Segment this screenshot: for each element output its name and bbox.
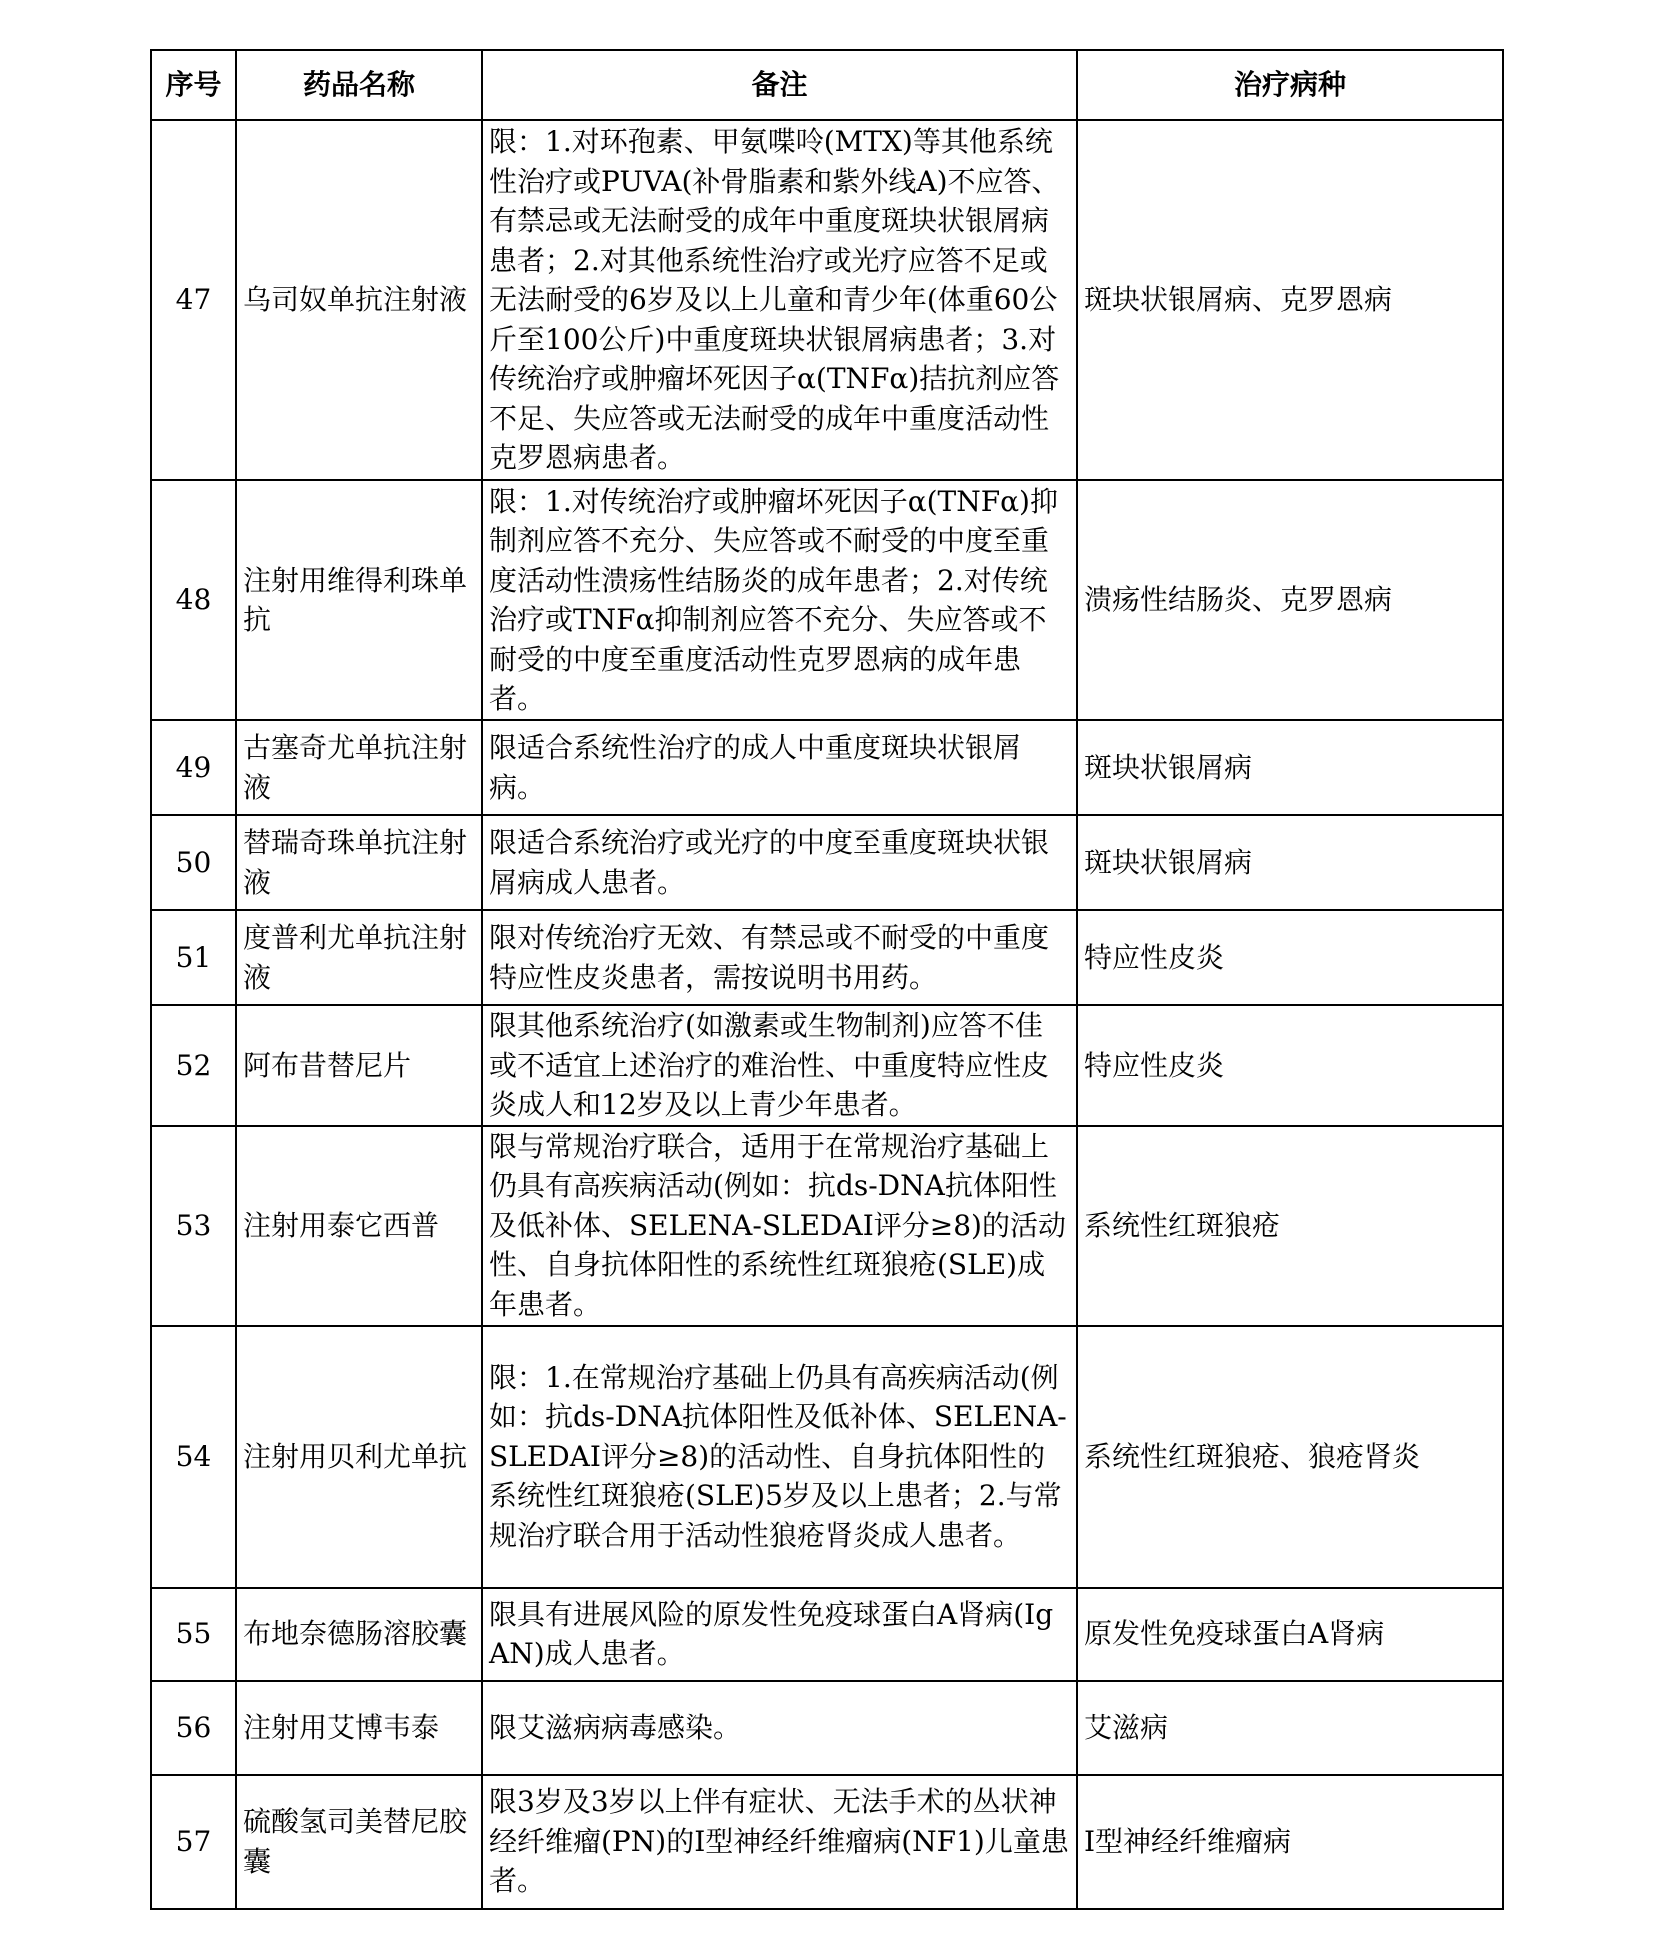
- row-drug-name: 注射用维得利珠单抗: [236, 480, 482, 720]
- row-drug-name: 替瑞奇珠单抗注射液: [236, 815, 482, 910]
- table-row: [151, 1681, 1503, 1775]
- row-remark: 限适合系统性治疗的成人中重度斑块状银屑病。: [482, 720, 1077, 815]
- row-disease: 系统性红斑狼疮: [1077, 1126, 1503, 1326]
- row-remark: 限：1.对环孢素、甲氨喋呤(MTX)等其他系统性治疗或PUVA(补骨脂素和紫外线A)不应答、有禁忌或无法耐受的成年中重度斑块状银屑病患者；2.对其他系统性治疗或光疗应答不足或无法耐受的6岁及以上儿童和青少年(体重60公斤至100公斤)中重度斑块状银屑病患者；3.对传统治疗或肿瘤坏死因子α(TNFα)拮抗剂应答不足、失应答或无法耐受的成年中重度活动性克罗恩病患者。: [482, 120, 1077, 480]
- row-no: 48: [151, 480, 236, 720]
- drug-table: [150, 49, 1504, 1910]
- header-name: 药品名称: [236, 50, 482, 120]
- row-no: 51: [151, 910, 236, 1005]
- table-row: [151, 815, 1503, 910]
- row-remark: 限对传统治疗无效、有禁忌或不耐受的中重度特应性皮炎患者，需按说明书用药。: [482, 910, 1077, 1005]
- row-remark: 限其他系统治疗(如激素或生物制剂)应答不佳或不适宜上述治疗的难治性、中重度特应性皮炎成人和12岁及以上青少年患者。: [482, 1005, 1077, 1126]
- row-disease: 斑块状银屑病: [1077, 720, 1503, 815]
- row-no: 56: [151, 1681, 236, 1775]
- table-row: [151, 480, 1503, 720]
- table-row: [151, 1326, 1503, 1588]
- row-no: 49: [151, 720, 236, 815]
- row-drug-name: 阿布昔替尼片: [236, 1005, 482, 1126]
- row-remark: 限艾滋病病毒感染。: [482, 1681, 1077, 1775]
- row-disease: 溃疡性结肠炎、克罗恩病: [1077, 480, 1503, 720]
- table-row: [151, 120, 1503, 480]
- row-drug-name: 度普利尤单抗注射液: [236, 910, 482, 1005]
- row-no: 50: [151, 815, 236, 910]
- row-disease: 系统性红斑狼疮、狼疮肾炎: [1077, 1326, 1503, 1588]
- table-row: [151, 720, 1503, 815]
- row-no: 57: [151, 1775, 236, 1909]
- header-disease: 治疗病种: [1077, 50, 1503, 120]
- row-drug-name: 乌司奴单抗注射液: [236, 120, 482, 480]
- row-no: 55: [151, 1588, 236, 1681]
- row-disease: 斑块状银屑病、克罗恩病: [1077, 120, 1503, 480]
- table-row: [151, 1588, 1503, 1681]
- row-no: 47: [151, 120, 236, 480]
- row-remark: 限：1.对传统治疗或肿瘤坏死因子α(TNFα)抑制剂应答不充分、失应答或不耐受的中度至重度活动性溃疡性结肠炎的成年患者；2.对传统治疗或TNFα抑制剂应答不充分、失应答或不耐受的中度至重度活动性克罗恩病的成年患者。: [482, 480, 1077, 720]
- header-row: [151, 50, 1503, 120]
- row-disease: 原发性免疫球蛋白A肾病: [1077, 1588, 1503, 1681]
- row-no: 53: [151, 1126, 236, 1326]
- header-remark: 备注: [482, 50, 1077, 120]
- table-row: [151, 1775, 1503, 1909]
- row-drug-name: 布地奈德肠溶胶囊: [236, 1588, 482, 1681]
- row-no: 54: [151, 1326, 236, 1588]
- table-row: [151, 1126, 1503, 1326]
- row-no: 52: [151, 1005, 236, 1126]
- row-disease: I型神经纤维瘤病: [1077, 1775, 1503, 1909]
- row-remark: 限具有进展风险的原发性免疫球蛋白A肾病(IgAN)成人患者。: [482, 1588, 1077, 1681]
- row-disease: 艾滋病: [1077, 1681, 1503, 1775]
- header-no: 序号: [151, 50, 236, 120]
- row-disease: 特应性皮炎: [1077, 910, 1503, 1005]
- row-disease: 斑块状银屑病: [1077, 815, 1503, 910]
- row-remark: 限适合系统治疗或光疗的中度至重度斑块状银屑病成人患者。: [482, 815, 1077, 910]
- row-drug-name: 古塞奇尤单抗注射液: [236, 720, 482, 815]
- table-row: [151, 1005, 1503, 1126]
- row-drug-name: 硫酸氢司美替尼胶囊: [236, 1775, 482, 1909]
- row-disease: 特应性皮炎: [1077, 1005, 1503, 1126]
- row-remark: 限3岁及3岁以上伴有症状、无法手术的丛状神经纤维瘤(PN)的I型神经纤维瘤病(NF1)儿童患者。: [482, 1775, 1077, 1909]
- row-remark: 限与常规治疗联合，适用于在常规治疗基础上仍具有高疾病活动(例如：抗ds-DNA抗体阳性及低补体、SELENA-SLEDAI评分≥8)的活动性、自身抗体阳性的系统性红斑狼疮(SLE)成年患者。: [482, 1126, 1077, 1326]
- row-remark: 限：1.在常规治疗基础上仍具有高疾病活动(例如：抗ds-DNA抗体阳性及低补体、SELENA-SLEDAI评分≥8)的活动性、自身抗体阳性的系统性红斑狼疮(SLE)5岁及以上患者；2.与常规治疗联合用于活动性狼疮肾炎成人患者。: [482, 1326, 1077, 1588]
- row-drug-name: 注射用泰它西普: [236, 1126, 482, 1326]
- row-drug-name: 注射用贝利尤单抗: [236, 1326, 482, 1588]
- row-drug-name: 注射用艾博韦泰: [236, 1681, 482, 1775]
- table-row: [151, 910, 1503, 1005]
